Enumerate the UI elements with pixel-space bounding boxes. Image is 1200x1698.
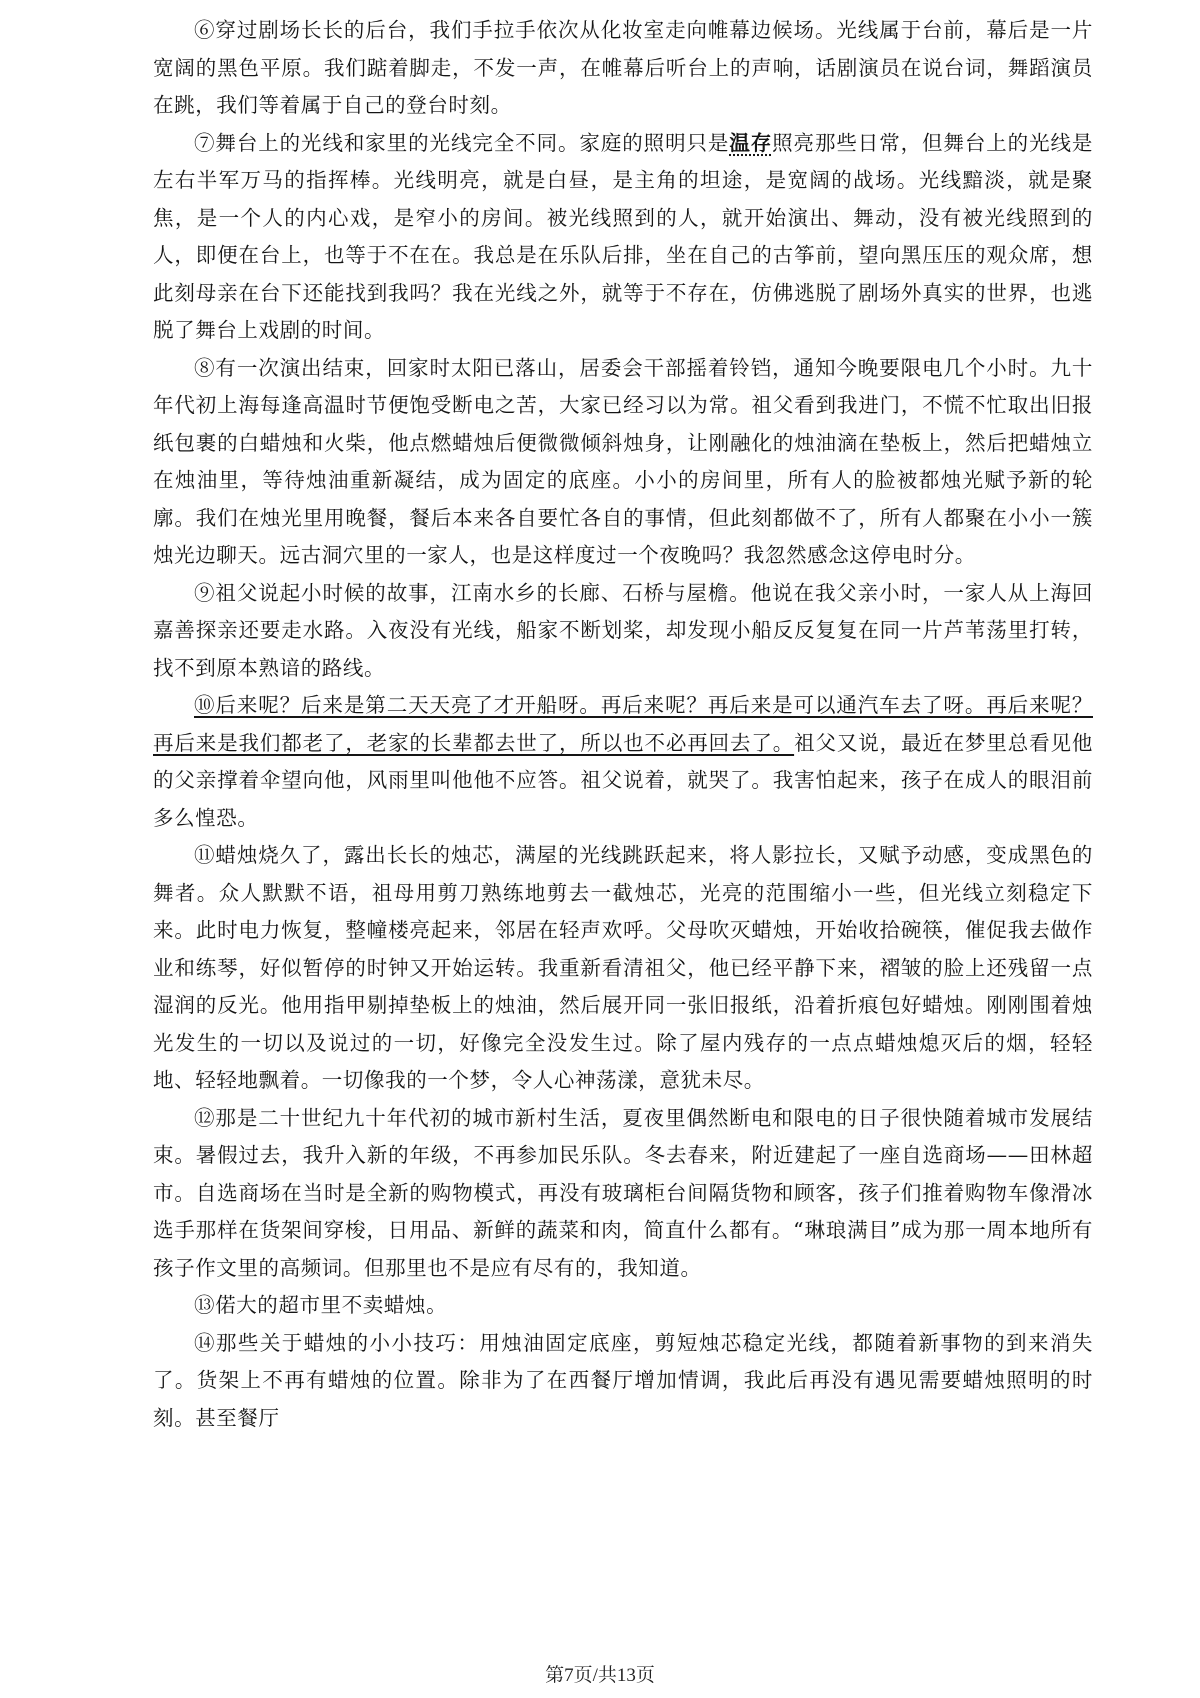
paragraph-7-text-before: ⑦舞台上的光线和家里的光线完全不同。家庭的照明只是 xyxy=(194,130,730,155)
page-number-footer: 第7页/共13页 xyxy=(545,1665,655,1686)
underlined-passage: ⑩后来呢？后来是第二天天亮了才开船呀。再后来呢？再后来是可以通汽车去了呀。再后来呢？再后来是我们都老了，老家的长辈都去世了，所以也不必再回去了。 xyxy=(153,693,1093,755)
paragraph-6: ⑥穿过剧场长长的后台，我们手拉手依次从化妆室走向帷幕边候场。光线属于台前，幕后是一片宽阔的黑色平原。我们踮着脚走，不发一声，在帷幕后听台上的声响，话剧演员在说台词，舞蹈演员在跳，我们等着属于自己的登台时刻。 xyxy=(153,18,1093,117)
paragraph-8: ⑧有一次演出结束，回家时太阳已落山，居委会干部摇着铃铛，通知今晚要限电几个小时。九十年代初上海每逢高温时节便饱受断电之苦，大家已经习以为常。祖父看到我进门，不慌不忙取出旧报纸包裹的白蜡烛和火柴，他点燃蜡烛后便微微倾斜烛身，让刚融化的烛油滴在垫板上，然后把蜡烛立在烛油里，等待烛油重新凝结，成为固定的底座。小小的房间里，所有人的脸被都烛光赋予新的轮廓。我们在烛光里用晚餐，餐后本来各自要忙各自的事情，但此刻都做不了，所有人都聚在小小一簇烛光边聊天。远古洞穴里的一家人，也是这样度过一个夜晚吗？我忽然感念这停电时分。 xyxy=(153,355,1093,567)
paragraph-12: ⑫那是二十世纪九十年代初的城市新村生活，夏夜里偶然断电和限电的日子很快随着城市发展结束。暑假过去，我升入新的年级，不再参加民乐队。冬去春来，附近建起了一座自选商场——田林超市。自选商场在当时是全新的购物模式，再没有玻璃柜台间隔货物和顾客，孩子们推着购物车像滑冰选手那样在货架间穿梭，日用品、新鲜的蔬菜和肉，简直什么都有。“琳琅满目”成为那一周本地所有孩子作文里的高频词。但那里也不是应有尽有的，我知道。 xyxy=(153,1105,1093,1280)
paragraph-13: ⑬偌大的超市里不卖蜡烛。 xyxy=(194,1293,448,1317)
paragraph-9: ⑨祖父说起小时候的故事，江南水乡的长廊、石桥与屋檐。他说在我父亲小时，一家人从上海回嘉善探亲还要走水路。入夜没有光线，船家不断划桨，却发现小船反反复复在同一片芦苇荡里打转，找不到原本熟谙的路线。 xyxy=(153,580,1093,680)
article-body xyxy=(153,12,1093,1437)
paragraph-10-text-after: 祖父又说，最近在梦里总看见他的父亲撑着伞望向他，风雨里叫他他不应答。祖父说着，就哭了。我害怕起来，孩子在成人的眼泪前多么惶恐。 xyxy=(153,730,1093,830)
paragraph-7-text-after: 照亮那些日常，但舞台上的光线是左右半军万马的指挥棒。光线明亮，就是白昼，是主角的坦途，是宽阔的战场。光线黯淡，就是聚焦，是一个人的内心戏，是窄小的房间。被光线照到的人，就开始演出、舞动，没有被光线照到的人，即便在台上，也等于不在在。我总是在乐队后排，坐在自己的古筝前，望向黑压压的观众席，想此刻母亲在台下还能找到我吗？我在光线之外，就等于不存在，仿佛逃脱了剧场外真实的世界，也逃脱了舞台上戏剧的时间。 xyxy=(153,130,1094,342)
paragraph-14: ⑭那些关于蜡烛的小小技巧：用烛油固定底座，剪短烛芯稳定光线，都随着新事物的到来消失了。货架上不再有蜡烛的位置。除非为了在西餐厅增加情调，我此后再没有遇见需要蜡烛照明的时刻。甚至餐厅 xyxy=(153,1330,1093,1430)
emphasized-word: 温存 xyxy=(729,130,773,155)
paragraph-10 xyxy=(153,687,1093,837)
paragraph-7 xyxy=(153,125,1093,350)
paragraph-11: ⑪蜡烛烧久了，露出长长的烛芯，满屋的光线跳跃起来，将人影拉长，又赋予动感，变成黑色的舞者。众人默默不语，祖母用剪刀熟练地剪去一截烛芯，光亮的范围缩小一些，但光线立刻稳定下来。此时电力恢复，整幢楼亮起来，邻居在轻声欢呼。父母吹灭蜡烛，开始收拾碗筷，催促我去做作业和练琴，好似暂停的时钟又开始运转。我重新看清祖父，他已经平静下来，褶皱的脸上还残留一点湿润的反光。他用指甲剔掉垫板上的烛油，然后展开同一张旧报纸，沿着折痕包好蜡烛。刚刚围着烛光发生的一切以及说过的一切，好像完全没发生过。除了屋内残存的一点点蜡烛熄灭后的烟，轻轻地、轻轻地飘着。一切像我的一个梦，令人心神荡漾，意犹未尽。 xyxy=(153,843,1093,1092)
